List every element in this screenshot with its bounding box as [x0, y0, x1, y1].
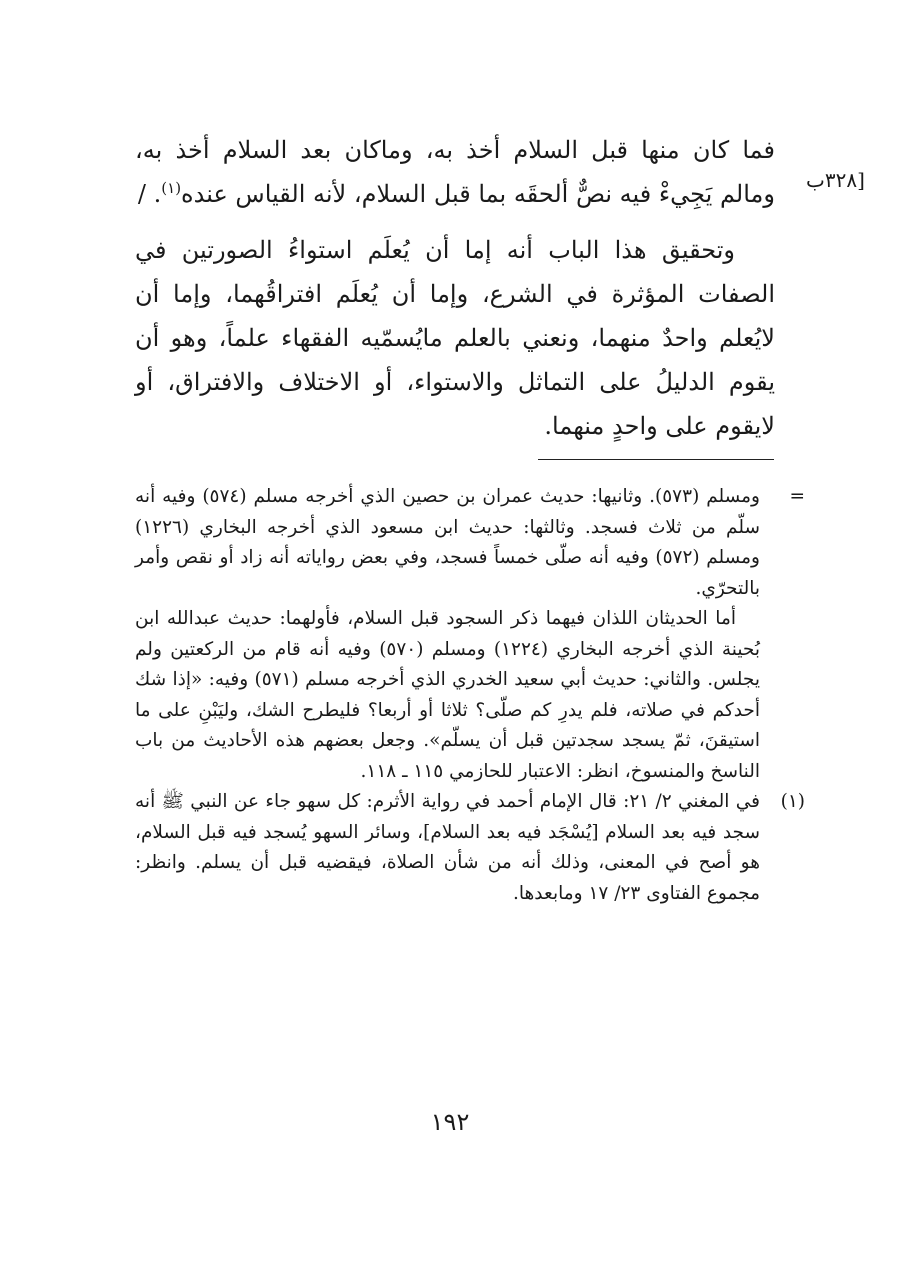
main-paragraph-1-text: فما كان منها قبل السلام أخذ به، وماكان بعد السلام أخذ به، ومالم يَجِيءْ فيه نصٌّ ألحقَه بما قبل السلام، لأنه القياس عنده [135, 136, 775, 208]
footnote-1-marker: (١) [780, 791, 805, 812]
footnote-continuation-paragraph-1: ومسلم (٥٧٣). وثانيها: حديث عمران بن حصين الذي أخرجه مسلم (٥٧٤) وفيه أنه سلّم من ثلاث فسجد. وثالثها: حديث ابن مسعود الذي أخرجه البخاري (١٢٢٦) ومسلم (٥٧٢) وفيه أنه صلّى خمساً فسجد، وفي بعض رواياته أنه زاد أو نقص وأمر بالتحرّي. [135, 486, 760, 599]
footnote-1-text: في المغني ٢/ ٢١: قال الإمام أحمد في رواية الأثرم: كل سهو جاء عن النبي ﷺ أنه سجد فيه بعد السلام [يُسْجَد فيه بعد السلام]، وسائر السهو يُسجد فيه قبل السلام، هو أصح في المعنى، وذلك أنه من شأن الصلاة، فيقضيه قبل أن يسلم. وانظر: مجموع الفتاوى ٢٣/ ١٧ ومابعدها. [135, 791, 760, 904]
main-paragraph-1 [135, 128, 775, 216]
continuation-marker: = [789, 486, 805, 507]
footnote-1 [135, 787, 805, 909]
main-paragraph-1-end: . / [137, 180, 162, 208]
manuscript-folio-reference: [٣٢٨ب [806, 168, 865, 192]
page-number: ١٩٢ [430, 1108, 470, 1136]
footnote-reference-1: (١) [161, 179, 182, 197]
footnote-divider [538, 459, 774, 460]
main-paragraph-2: وتحقيق هذا الباب أنه إما أن يُعلَم استواءُ الصورتين في الصفات المؤثرة في الشرع، وإما أن يُعلَم افتراقُهما، وإما أن لايُعلم واحدٌ منهما، ونعني بالعلم مايُسمّيه الفقهاء علماً، وهو أن يقوم الدليلُ على التماثل والاستواء، أو الاختلاف والافتراق، أو لايقوم على واحدٍ منهما. [135, 236, 775, 440]
main-text [135, 128, 775, 448]
footnote-continuation [135, 482, 805, 787]
footnote-continuation-paragraph-2: أما الحديثان اللذان فيهما ذكر السجود قبل السلام، فأولهما: حديث عبدالله ابن بُحينة الذي أخرجه البخاري (١٢٢٤) ومسلم (٥٧٠) وفيه أنه قام من الركعتين ولم يجلس. والثاني: حديث أبي سعيد الخدري الذي أخرجه مسلم (٥٧١) وفيه: «إذا شك أحدكم في صلاته، فلم يدرِ كم صلّى؟ ثلاثا أو أربعا؟ فليطرح الشك، وليَبْنِ على ما استيقنَ، ثمّ يسجد سجدتين قبل أن يسلّم». وجعل بعضهم هذه الأحاديث من باب الناسخ والمنسوخ، انظر: الاعتبار للحازمي ١١٥ ـ ١١٨. [135, 608, 761, 782]
footnotes-section [135, 482, 805, 909]
